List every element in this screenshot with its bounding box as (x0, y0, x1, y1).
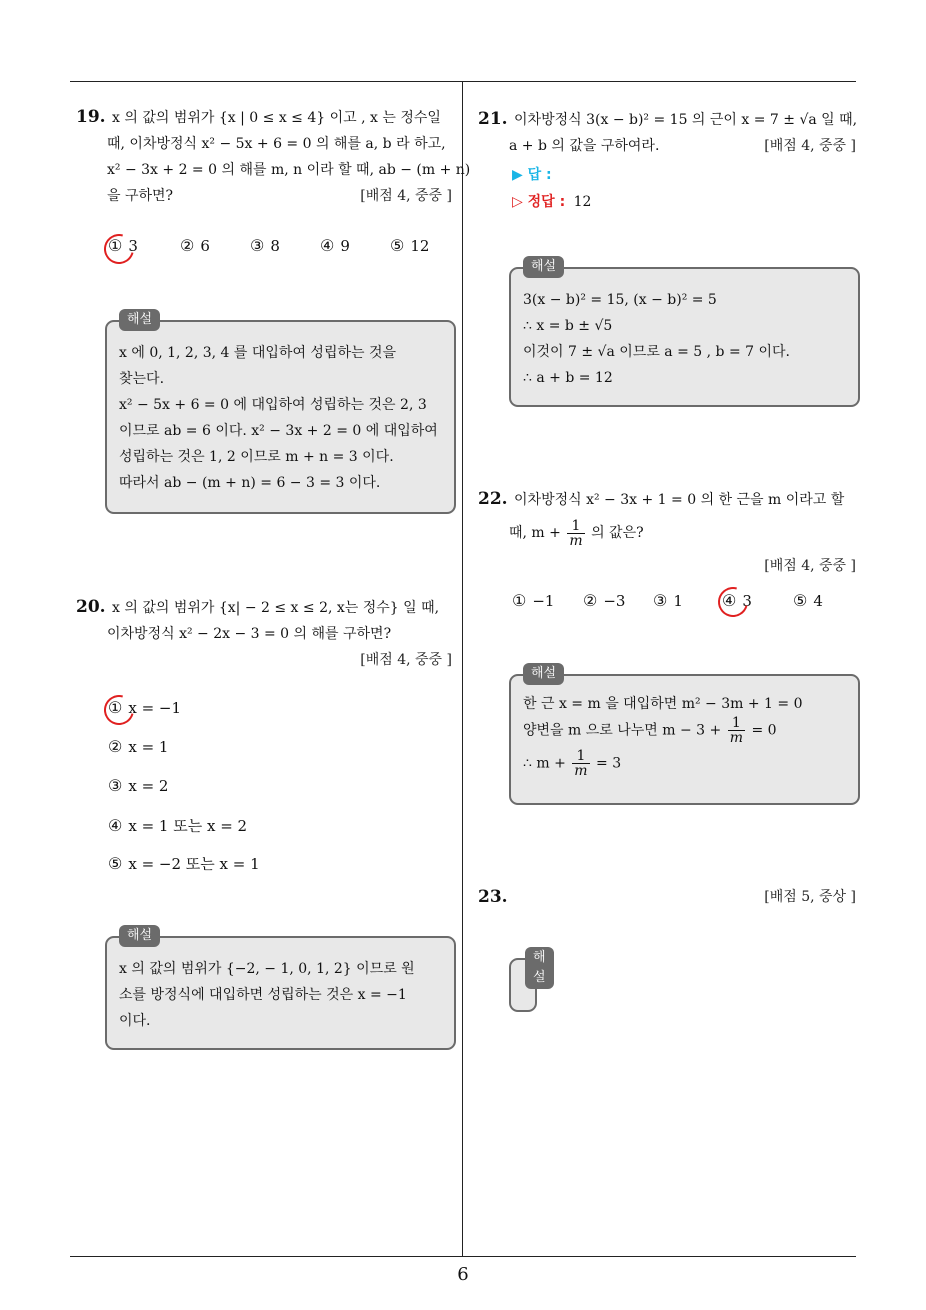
question-text-line: 때, 이차방정식 x² − 5x + 6 = 0 의 해를 a, b 라 하고, (107, 136, 446, 152)
option-1[interactable]: ① x = −1 (108, 698, 182, 717)
option-4[interactable]: ④ 9 (320, 236, 350, 255)
explanation-line: 소를 방정식에 대입하면 성립하는 것은 x = −1 (119, 987, 407, 1003)
question-text-line: 의 값은? (591, 525, 644, 541)
explanation-box (105, 928, 456, 1050)
question-20 (76, 594, 452, 673)
column-divider (462, 81, 463, 1256)
option-1[interactable]: ① −1 (512, 591, 555, 610)
explanation-line: x 에 0, 1, 2, 3, 4 를 대입하여 성립하는 것을 (119, 345, 397, 361)
correct-answer-label: ▷ 정답 : (512, 194, 566, 210)
explanation-line: 이것이 7 ± √a 이므로 a = 5 , b = 7 이다. (523, 344, 790, 360)
question-number: 19. (76, 107, 106, 127)
explanation-line: ∴ x = b ± √5 (523, 318, 613, 334)
explanation-tag: 해설 (525, 947, 554, 989)
question-text-line: 을 구하면? (107, 188, 174, 204)
explanation-tag: 해설 (523, 256, 564, 278)
answer-options (512, 591, 852, 615)
option-4[interactable]: ④ 3 (722, 591, 752, 610)
option-3[interactable]: ③ 8 (250, 236, 280, 255)
option-2[interactable]: ② −3 (583, 591, 626, 610)
top-rule (70, 81, 856, 82)
question-22 (478, 486, 856, 575)
explanation-line: = 0 (751, 722, 777, 739)
question-text-line: x² − 3x + 2 = 0 의 해를 m, n 이라 할 때, ab − (m + n) (107, 162, 471, 178)
option-5[interactable]: ⑤ 4 (793, 591, 823, 610)
page-number: 6 (457, 1264, 469, 1285)
explanation-tag: 해설 (119, 925, 160, 947)
question-text-line: 때, m + (509, 525, 561, 541)
question-number: 20. (76, 597, 106, 617)
explanation-line: x² − 5x + 6 = 0 에 대입하여 성립하는 것은 2, 3 (119, 397, 427, 413)
answer-options (108, 236, 448, 260)
option-4[interactable]: ④ x = 1 또는 x = 2 (108, 816, 248, 835)
correct-answer-value: 12 (573, 194, 592, 210)
fraction: $\frac{1}{m}$ (729, 715, 743, 746)
explanation-line: = 3 (596, 755, 622, 772)
question-text-line: x 의 값의 범위가 {x | 0 ≤ x ≤ 4} 이고 , x 는 정수일 (112, 110, 441, 126)
option-5[interactable]: ⑤ x = −2 또는 x = 1 (108, 854, 260, 873)
explanation-line: ∴ m + (523, 755, 566, 772)
explanation-box (105, 312, 456, 514)
question-number: 21. (478, 109, 508, 129)
explanation-box (509, 666, 860, 805)
explanation-tag: 해설 (119, 309, 160, 331)
score-label: [배점 4, 중중 ] (764, 138, 856, 154)
score-label: [배점 4, 중중 ] (764, 558, 856, 574)
explanation-line: 양변을 m 으로 나누면 m − 3 + (523, 722, 722, 739)
correct-answer-mark (713, 582, 754, 623)
correct-answer-row (512, 191, 591, 211)
score-label: [배점 4, 중중 ] (360, 188, 452, 204)
question-text-line: 이차방정식 x² − 3x + 1 = 0 의 한 근을 m 이라고 할 (514, 492, 845, 508)
score-label: [배점 4, 중중 ] (360, 652, 452, 668)
fraction: $\frac{1}{m}$ (574, 748, 588, 779)
question-text-line: 이차방정식 x² − 2x − 3 = 0 의 해를 구하면? (107, 626, 392, 642)
explanation-box (509, 950, 546, 1012)
correct-answer-mark (99, 690, 140, 731)
option-5[interactable]: ⑤ 12 (390, 236, 430, 255)
question-text-line: a + b 의 값을 구하여라. (509, 138, 660, 154)
explanation-line: 성립하는 것은 1, 2 이므로 m + n = 3 이다. (119, 449, 394, 465)
question-text-line: 이차방정식 3(x − b)² = 15 의 근이 x = 7 ± √a 일 때, (514, 112, 858, 128)
option-3[interactable]: ③ 1 (653, 591, 683, 610)
question-number: 23. (478, 887, 508, 907)
answer-label: ▶ 답 : (512, 167, 552, 183)
question-19 (76, 104, 471, 209)
explanation-line: 한 근 x = m 을 대입하면 m² − 3m + 1 = 0 (523, 696, 803, 712)
explanation-line: x 의 값의 범위가 {−2, − 1, 0, 1, 2} 이므로 원 (119, 961, 415, 977)
option-1[interactable]: ① 3 (108, 236, 138, 255)
explanation-tag: 해설 (523, 663, 564, 685)
explanation-line: 이다. (119, 1013, 151, 1029)
bottom-rule (70, 1256, 856, 1257)
correct-answer-mark (99, 229, 140, 270)
question-number: 22. (478, 489, 508, 509)
score-label: [배점 5, 중상 ] (764, 889, 856, 905)
question-text-line: x 의 값의 범위가 {x| − 2 ≤ x ≤ 2, x는 정수} 일 때, (112, 600, 440, 616)
option-2[interactable]: ② x = 1 (108, 737, 169, 756)
option-2[interactable]: ② 6 (180, 236, 210, 255)
explanation-line: 3(x − b)² = 15, (x − b)² = 5 (523, 292, 717, 308)
explanation-line: 따라서 ab − (m + n) = 6 − 3 = 3 이다. (119, 475, 381, 491)
explanation-line: ∴ a + b = 12 (523, 370, 613, 386)
explanation-box (509, 259, 860, 407)
question-21 (478, 106, 856, 159)
fraction: $\frac{1}{m}$ (569, 517, 583, 549)
explanation-line: 이므로 ab = 6 이다. x² − 3x + 2 = 0 에 대입하여 (119, 423, 438, 439)
option-3[interactable]: ③ x = 2 (108, 776, 169, 795)
question-23 (478, 884, 856, 911)
explanation-line: 찾는다. (119, 371, 165, 387)
